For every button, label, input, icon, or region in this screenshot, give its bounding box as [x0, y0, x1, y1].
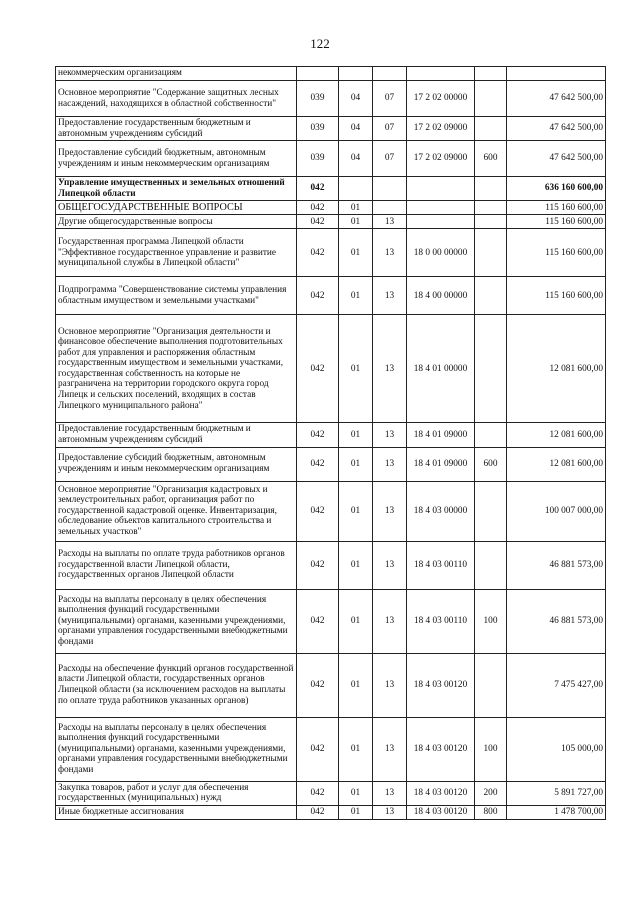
- row-name-cell: некоммерческим организациям: [56, 67, 297, 81]
- amount-cell: 12 081 600,00: [507, 447, 606, 481]
- subsection-code-cell: 13: [373, 447, 407, 481]
- department-code-cell: 039: [297, 117, 339, 141]
- table-row: [56, 315, 606, 423]
- row-name-cell: Иные бюджетные ассигнования: [56, 805, 297, 819]
- amount-cell: 115 160 600,00: [507, 201, 606, 215]
- amount-cell: 47 642 500,00: [507, 141, 606, 177]
- page-number: 122: [310, 36, 330, 51]
- section-code-cell: 01: [339, 315, 373, 423]
- budget-table: [55, 66, 606, 820]
- table-row: [56, 177, 606, 201]
- table-row: [56, 717, 606, 781]
- section-code-cell: 01: [339, 423, 373, 447]
- table-row: [56, 481, 606, 541]
- section-code-cell: 01: [339, 653, 373, 717]
- target-article-cell: 18 4 01 09000: [407, 447, 475, 481]
- expense-type-cell: 100: [475, 589, 507, 653]
- subsection-code-cell: 13: [373, 653, 407, 717]
- row-name-cell: Другие общегосударственные вопросы: [56, 215, 297, 229]
- department-code-cell: 042: [297, 481, 339, 541]
- amount-cell: 100 007 000,00: [507, 481, 606, 541]
- section-code-cell: 04: [339, 117, 373, 141]
- row-name-cell: Расходы на выплаты персоналу в целях обеспечения выполнения функций государственными (муниципальными) органами, казенными учреждениями, органами управления государственными внебюджетными фондами: [56, 589, 297, 653]
- target-article-cell: 17 2 02 09000: [407, 117, 475, 141]
- expense-type-cell: 100: [475, 717, 507, 781]
- target-article-cell: 18 0 00 00000: [407, 229, 475, 277]
- amount-cell: 115 160 600,00: [507, 229, 606, 277]
- row-name-cell: Закупка товаров, работ и услуг для обеспечения государственных (муниципальных) нужд: [56, 781, 297, 805]
- expense-type-cell: [475, 481, 507, 541]
- table-row: [56, 67, 606, 81]
- table-row: [56, 141, 606, 177]
- table-row: [56, 117, 606, 141]
- amount-cell: 47 642 500,00: [507, 117, 606, 141]
- table-row: [56, 229, 606, 277]
- row-name-cell: Основное мероприятие "Содержание защитных лесных насаждений, находящихся в областной собственности": [56, 81, 297, 117]
- section-code-cell: 01: [339, 781, 373, 805]
- row-name-cell: Расходы на обеспечение функций органов государственной власти Липецкой области, государственных органов Липецкой области (за исключением расходов на выплаты по оплате труда работников указанных органов): [56, 653, 297, 717]
- expense-type-cell: [475, 315, 507, 423]
- section-code-cell: 01: [339, 589, 373, 653]
- target-article-cell: 18 4 03 00000: [407, 481, 475, 541]
- amount-cell: 12 081 600,00: [507, 315, 606, 423]
- section-code-cell: 01: [339, 541, 373, 589]
- department-code-cell: 042: [297, 589, 339, 653]
- section-code-cell: 01: [339, 277, 373, 315]
- section-code-cell: 01: [339, 447, 373, 481]
- department-code-cell: [297, 67, 339, 81]
- expense-type-cell: [475, 117, 507, 141]
- amount-cell: 5 891 727,00: [507, 781, 606, 805]
- subsection-code-cell: 13: [373, 315, 407, 423]
- department-code-cell: 042: [297, 447, 339, 481]
- expense-type-cell: [475, 177, 507, 201]
- target-article-cell: [407, 201, 475, 215]
- department-code-cell: 042: [297, 717, 339, 781]
- target-article-cell: 18 4 00 00000: [407, 277, 475, 315]
- target-article-cell: 17 2 02 00000: [407, 81, 475, 117]
- subsection-code-cell: 07: [373, 81, 407, 117]
- subsection-code-cell: [373, 67, 407, 81]
- section-code-cell: [339, 67, 373, 81]
- table-row: [56, 277, 606, 315]
- section-code-cell: [339, 177, 373, 201]
- table-row: [56, 541, 606, 589]
- expense-type-cell: [475, 215, 507, 229]
- table-row: [56, 447, 606, 481]
- amount-cell: [507, 67, 606, 81]
- amount-cell: 115 160 600,00: [507, 215, 606, 229]
- subsection-code-cell: 13: [373, 589, 407, 653]
- table-row: [56, 781, 606, 805]
- expense-type-cell: [475, 423, 507, 447]
- subsection-code-cell: 13: [373, 215, 407, 229]
- expense-type-cell: [475, 277, 507, 315]
- amount-cell: 1 478 700,00: [507, 805, 606, 819]
- department-code-cell: 042: [297, 277, 339, 315]
- table-row: [56, 589, 606, 653]
- row-name-cell: Расходы на выплаты по оплате труда работников органов государственной власти Липецкой области, государственных органов Липецкой области: [56, 541, 297, 589]
- target-article-cell: 18 4 03 00110: [407, 541, 475, 589]
- expense-type-cell: 600: [475, 447, 507, 481]
- section-code-cell: 04: [339, 141, 373, 177]
- expense-type-cell: 800: [475, 805, 507, 819]
- department-code-cell: 042: [297, 177, 339, 201]
- row-name-cell: Предоставление государственным бюджетным и автономным учреждениям субсидий: [56, 117, 297, 141]
- amount-cell: 105 000,00: [507, 717, 606, 781]
- amount-cell: 7 475 427,00: [507, 653, 606, 717]
- amount-cell: 46 881 573,00: [507, 541, 606, 589]
- table-row: [56, 201, 606, 215]
- table-row: [56, 653, 606, 717]
- expense-type-cell: [475, 81, 507, 117]
- department-code-cell: 042: [297, 215, 339, 229]
- department-code-cell: 042: [297, 653, 339, 717]
- subsection-code-cell: 07: [373, 117, 407, 141]
- subsection-code-cell: [373, 177, 407, 201]
- expense-type-cell: 600: [475, 141, 507, 177]
- row-name-cell: Государственная программа Липецкой области "Эффективное государственное управление и развитие муниципальной службы в Липецкой области": [56, 229, 297, 277]
- amount-cell: 46 881 573,00: [507, 589, 606, 653]
- department-code-cell: 042: [297, 541, 339, 589]
- target-article-cell: [407, 177, 475, 201]
- department-code-cell: 042: [297, 229, 339, 277]
- section-code-cell: 01: [339, 481, 373, 541]
- department-code-cell: 042: [297, 781, 339, 805]
- target-article-cell: [407, 215, 475, 229]
- department-code-cell: 042: [297, 315, 339, 423]
- amount-cell: 115 160 600,00: [507, 277, 606, 315]
- subsection-code-cell: [373, 201, 407, 215]
- table-row: [56, 215, 606, 229]
- target-article-cell: 18 4 01 00000: [407, 315, 475, 423]
- expense-type-cell: [475, 67, 507, 81]
- target-article-cell: [407, 67, 475, 81]
- subsection-code-cell: 13: [373, 229, 407, 277]
- row-name-cell: Предоставление государственным бюджетным и автономным учреждениям субсидий: [56, 423, 297, 447]
- target-article-cell: 18 4 01 09000: [407, 423, 475, 447]
- table-row: [56, 81, 606, 117]
- amount-cell: 47 642 500,00: [507, 81, 606, 117]
- section-code-cell: 04: [339, 81, 373, 117]
- target-article-cell: 18 4 03 00120: [407, 717, 475, 781]
- section-code-cell: 01: [339, 229, 373, 277]
- row-name-cell: Предоставление субсидий бюджетным, автономным учреждениям и иным некоммерческим организациям: [56, 447, 297, 481]
- amount-cell: 636 160 600,00: [507, 177, 606, 201]
- target-article-cell: 18 4 03 00110: [407, 589, 475, 653]
- row-name-cell: Основное мероприятие "Организация кадастровых и землеустроительных работ, организация работ по государственной кадастровой оценке. Инвентаризация, обследование объектов капитального строительства и земельных участков": [56, 481, 297, 541]
- subsection-code-cell: 13: [373, 805, 407, 819]
- expense-type-cell: 200: [475, 781, 507, 805]
- department-code-cell: 042: [297, 805, 339, 819]
- section-code-cell: 01: [339, 215, 373, 229]
- subsection-code-cell: 13: [373, 423, 407, 447]
- section-code-cell: 01: [339, 201, 373, 215]
- subsection-code-cell: 13: [373, 277, 407, 315]
- expense-type-cell: [475, 229, 507, 277]
- expense-type-cell: [475, 653, 507, 717]
- subsection-code-cell: 07: [373, 141, 407, 177]
- expense-type-cell: [475, 201, 507, 215]
- expense-type-cell: [475, 541, 507, 589]
- row-name-cell: Подпрограмма "Совершенствование системы управления областным имуществом и земельными участками": [56, 277, 297, 315]
- department-code-cell: 042: [297, 423, 339, 447]
- section-code-cell: 01: [339, 805, 373, 819]
- target-article-cell: 18 4 03 00120: [407, 781, 475, 805]
- amount-cell: 12 081 600,00: [507, 423, 606, 447]
- row-name-cell: ОБЩЕГОСУДАРСТВЕННЫЕ ВОПРОСЫ: [56, 201, 297, 215]
- table-row: [56, 805, 606, 819]
- row-name-cell: Предоставление субсидий бюджетным, автономным учреждениям и иным некоммерческим организациям: [56, 141, 297, 177]
- row-name-cell: Расходы на выплаты персоналу в целях обеспечения выполнения функций государственными (муниципальными) органами, казенными учреждениями, органами управления государственными внебюджетными фондами: [56, 717, 297, 781]
- row-name-cell: Основное мероприятие "Организация деятельности и финансовое обеспечение выполнения подготовительных работ для управления и распоряжения областным государственным имуществом и земельными участками, государственная собственность на которые не разграничена на территории городского округа город Липецк и сельских поселений, входящих в состав Липецкого муниципального района": [56, 315, 297, 423]
- subsection-code-cell: 13: [373, 541, 407, 589]
- subsection-code-cell: 13: [373, 481, 407, 541]
- table-row: [56, 423, 606, 447]
- department-code-cell: 042: [297, 201, 339, 215]
- target-article-cell: 18 4 03 00120: [407, 653, 475, 717]
- row-name-cell: Управление имущественных и земельных отношений Липецкой области: [56, 177, 297, 201]
- subsection-code-cell: 13: [373, 781, 407, 805]
- section-code-cell: 01: [339, 717, 373, 781]
- department-code-cell: 039: [297, 141, 339, 177]
- target-article-cell: 18 4 03 00120: [407, 805, 475, 819]
- subsection-code-cell: 13: [373, 717, 407, 781]
- department-code-cell: 039: [297, 81, 339, 117]
- target-article-cell: 17 2 02 09000: [407, 141, 475, 177]
